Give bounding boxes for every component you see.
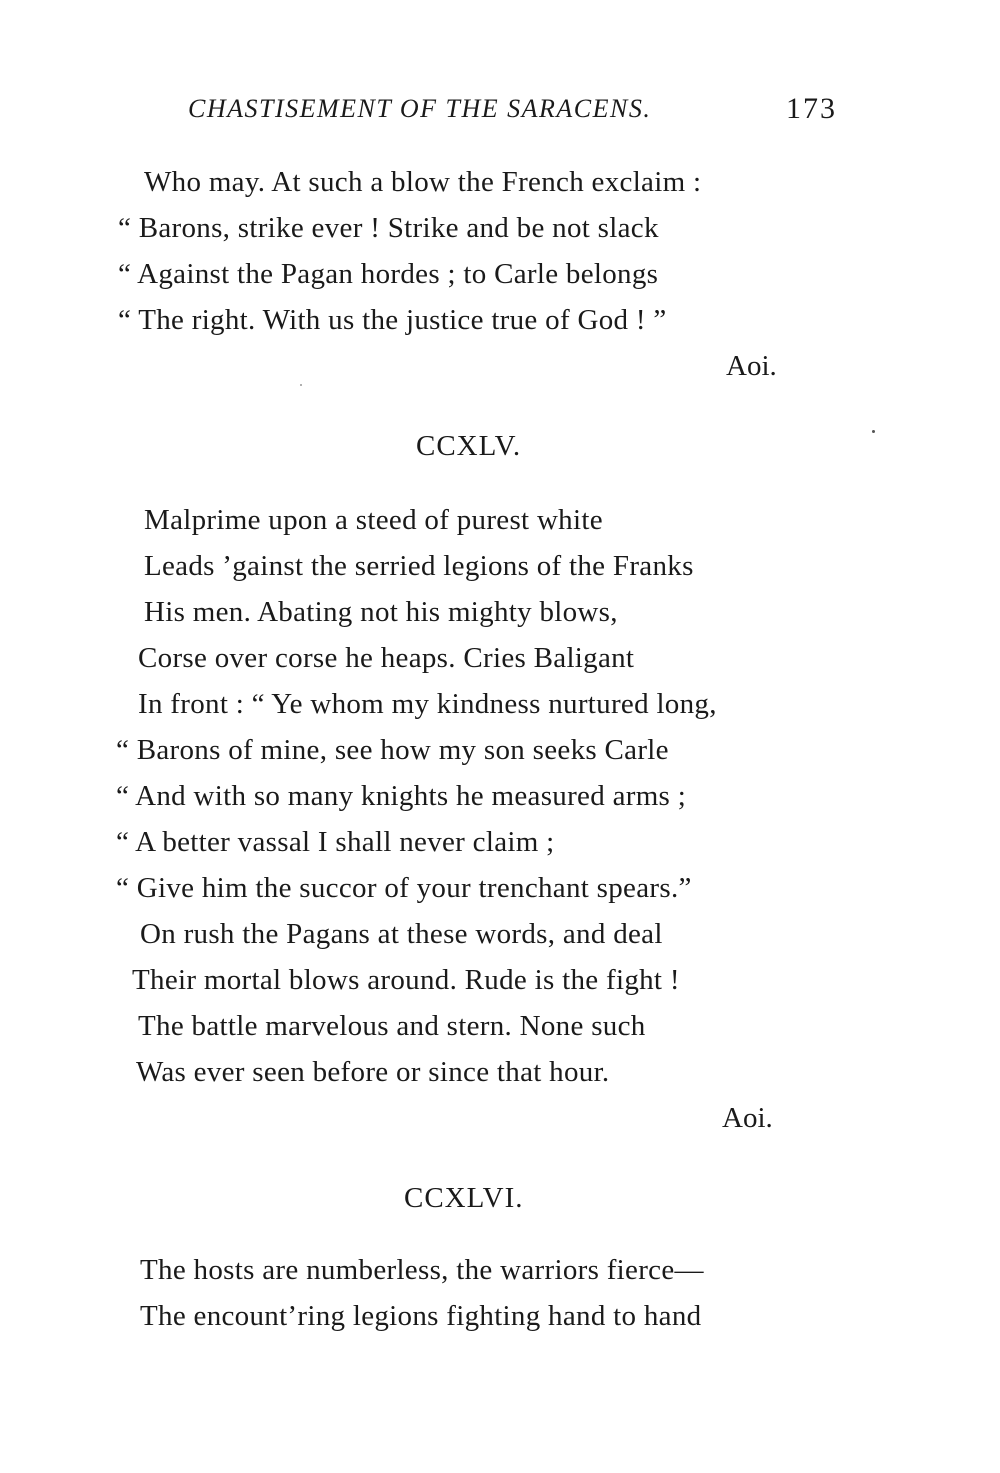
running-title: CHASTISEMENT OF THE SARACENS.	[188, 94, 652, 123]
scan-speck	[300, 384, 302, 386]
poem-line: Malprime upon a steed of purest white	[144, 504, 603, 536]
section-heading: CCXLV.	[416, 430, 522, 462]
poem-line: “ Barons of mine, see how my son seeks Carle	[116, 734, 669, 766]
scan-speck	[872, 430, 875, 433]
poem-line: Their mortal blows around. Rude is the fight !	[132, 964, 680, 996]
poem-line: On rush the Pagans at these words, and deal	[140, 918, 663, 950]
poem-line: “ A better vassal I shall never claim ;	[116, 826, 555, 858]
poem-line: The hosts are numberless, the warriors fierce—	[140, 1254, 704, 1286]
section-heading: CCXLVI.	[404, 1182, 524, 1214]
refrain-aoi: Aoi.	[726, 350, 777, 382]
poem-line: The battle marvelous and stern. None such	[138, 1010, 646, 1042]
poem-line: Corse over corse he heaps. Cries Baligant	[138, 642, 635, 674]
poem-line: Was ever seen before or since that hour.	[136, 1056, 610, 1088]
poem-line: “ Give him the succor of your trenchant spears.”	[116, 872, 692, 904]
poem-line: “ And with so many knights he measured arms ;	[116, 780, 687, 812]
poem-line: Leads ’gainst the serried legions of the Franks	[144, 550, 694, 582]
poem-line: “ Barons, strike ever ! Strike and be not slack	[118, 212, 659, 244]
poem-line: The encount’ring legions fighting hand to hand	[140, 1300, 702, 1332]
poem-line: Who may. At such a blow the French exclaim :	[144, 166, 702, 198]
poem-line: His men. Abating not his mighty blows,	[144, 596, 618, 628]
poem-line: “ Against the Pagan hordes ; to Carle belongs	[118, 258, 659, 290]
refrain-aoi: Aoi.	[722, 1102, 773, 1134]
poem-line: “ The right. With us the justice true of God ! ”	[118, 304, 667, 336]
page-number: 173	[786, 92, 837, 125]
poem-line: In front : “ Ye whom my kindness nurtured long,	[138, 688, 717, 720]
